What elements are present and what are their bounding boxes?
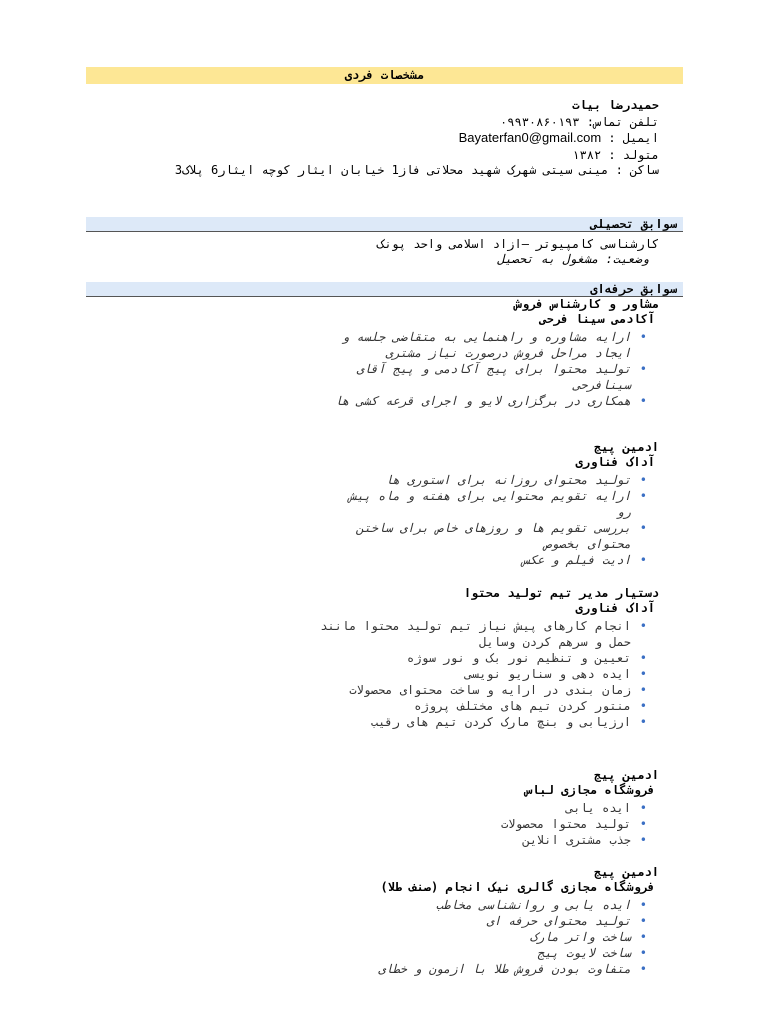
- job-title: ادمین پیج: [593, 865, 659, 879]
- list-item: • ایده یابی: [299, 800, 631, 816]
- job-title: ادمین پیج: [593, 440, 659, 454]
- list-item: • ارایه تقویم محتوایی برای هفته و ماه پیش رو: [329, 488, 631, 520]
- list-item: • تعیین و تنظیم نور بک و نور سوژه: [299, 650, 631, 666]
- list-item: • بررسی تقویم ها و روزهای خاص برای ساختن محتوای بخصوص: [329, 520, 631, 552]
- list-item: • ارایه مشاوره و راهنمایی به متقاضی جلسه و ایجاد مراحل فروش درصورت نیاز مشتری: [299, 329, 631, 361]
- job-entry: [299, 297, 659, 409]
- list-item: • زمان بندی در ارایه و ساخت محتوای محصولات: [299, 682, 631, 698]
- job-company: آکادمی سینا فرحی: [539, 312, 655, 326]
- phone-value: ۰۹۹۳۰۸۶۰۱۹۳: [500, 115, 580, 129]
- phone-label: تلفن تماس:: [586, 115, 659, 129]
- list-item: • منتور کردن تیم های مختلف پروژه: [299, 698, 631, 714]
- job-title: دستیار مدیر تیم تولید محتوا: [463, 586, 659, 600]
- job-entry: [299, 586, 659, 730]
- job-duties: [299, 618, 659, 730]
- job-company: آداک فناوری: [575, 601, 655, 615]
- education-status: وضعیت: مشغول به تحصیل: [497, 252, 649, 266]
- list-item: • ایده یابی و روانشناسی مخاطب: [279, 897, 631, 913]
- birth-label: متولد :: [608, 148, 659, 162]
- list-item: • همکاری در برگزاری لایو و اجرای قرعه کشی ها: [299, 393, 631, 409]
- list-item: • ساخت لایوت پیج: [279, 945, 631, 961]
- list-item: • تولید محتوا برای پیج آکادمی و پیج آقای سینافرحی: [299, 361, 631, 393]
- job-company: آداک فناوری: [575, 455, 655, 469]
- job-duties: [279, 897, 659, 977]
- education-block: [377, 237, 659, 267]
- email-line: [459, 130, 659, 146]
- list-item: • تولید محتوای روزانه برای استوری ها: [329, 472, 631, 488]
- list-item: • ارزیابی و بنچ مارک کردن تیم های رقیب: [299, 714, 631, 730]
- job-duties: [329, 472, 659, 568]
- job-entry: [279, 865, 659, 977]
- job-company: فروشگاه مجازی لباس: [524, 783, 655, 797]
- phone-line: [500, 114, 659, 130]
- job-duties: [299, 800, 659, 848]
- list-item: • تولید محتوا محصولات: [299, 816, 631, 832]
- email-value: Bayaterfan0@gmail.com: [458, 130, 602, 145]
- list-item: • ایده دهی و سناریو نویسی: [299, 666, 631, 682]
- list-item: • جذب مشتری انلاین: [299, 832, 631, 848]
- job-company: فروشگاه مجازی گالری نیک انجام (صنف طلا): [380, 880, 655, 894]
- birth-line: [572, 147, 659, 163]
- job-entry: [329, 440, 659, 568]
- job-entry: [299, 768, 659, 848]
- list-item: • ادیت فیلم و عکس: [329, 552, 631, 568]
- education-heading: سوابق تحصیلی: [86, 217, 683, 232]
- list-item: • انجام کارهای پیش نیاز تیم تولید محتوا مانند حمل و سرهم کردن وسایل: [299, 618, 631, 650]
- personal-heading: مشخصات فردی: [86, 67, 683, 84]
- job-duties: [299, 329, 659, 409]
- birth-value: ۱۳۸۲: [572, 148, 602, 162]
- list-item: • متفاوت بودن فروش طلا با ازمون و خطای: [279, 961, 631, 977]
- education-degree: کارشناسی کامپیوتر –ازاد اسلامی واحد پونک: [377, 237, 659, 251]
- job-title: مشاور و کارشناس فروش: [514, 297, 659, 311]
- address: ساکن : مینی سیتی شهرک شهید محلاتی فاز1 خیابان ایثار کوچه ایثار6 پلاک3: [174, 163, 659, 177]
- email-label: ایمیل :: [608, 131, 659, 145]
- job-title: ادمین پیج: [593, 768, 659, 782]
- experience-heading: سوابق حرفه‌ای: [86, 282, 683, 297]
- list-item: • تولید محتوای حرفه ای: [279, 913, 631, 929]
- list-item: • ساخت واتر مارک: [279, 929, 631, 945]
- person-name: حمیدرضا بیات: [572, 98, 659, 112]
